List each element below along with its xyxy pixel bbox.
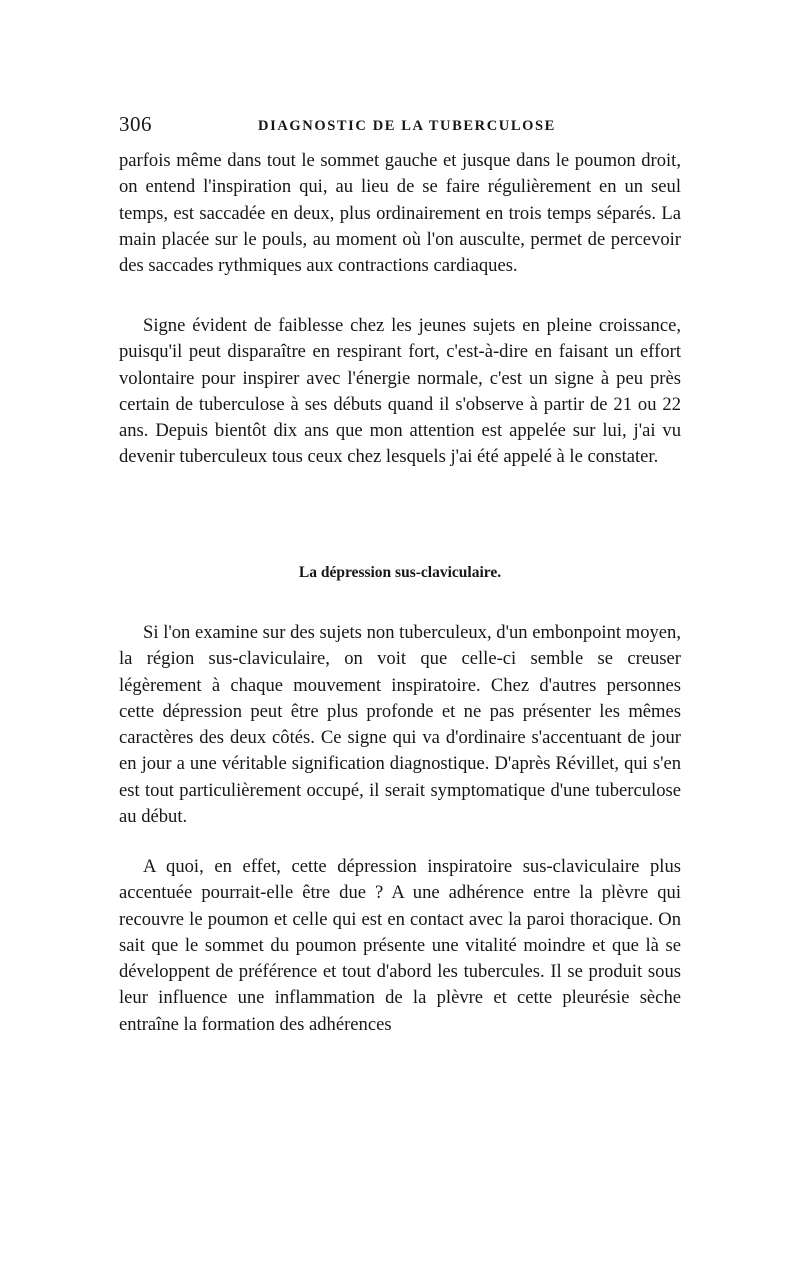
paragraph: A quoi, en effet, cette dépression inspiratoire sus-claviculaire plus accentuée pourrait-elle être due ? A une adhérence entre la plèvre qui recouvre le poumon et celle qui est en contact avec la paroi thoracique. On sait que le sommet du poumon présente une vitalité moindre et que là se développent de préférence et tout d'abord les tubercules. Il se produit sous leur influence une inflammation de la plèvre et cette pleurésie sèche entraîne la formation des adhérences xyxy=(119,856,681,1035)
text-block-examination xyxy=(119,620,681,830)
running-head xyxy=(119,112,681,142)
running-title: DIAGNOSTIC DE LA TUBERCULOSE xyxy=(258,118,556,134)
paragraph: Si l'on examine sur des sujets non tuberculeux, d'un embonpoint moyen, la région sus-claviculaire, on voit que celle-ci semble se creuser légèrement à chaque mouvement inspiratoire. Chez d'autres personnes cette dépression peut être plus profonde et ne pas présenter les mêmes caractères des deux côtés. Ce signe qui va d'ordinaire s'accentuant de jour en jour a une véritable signification diagnostique. D'après Révillet, qui s'en est tout particulièrement occupé, il serait symptomatique d'une tuberculose au début. xyxy=(119,622,681,827)
paragraph: Signe évident de faiblesse chez les jeunes sujets en pleine croissance, puisqu'il peut disparaître en respirant fort, c'est-à-dire en faisant un effort volontaire pour inspirer avec l'énergie normale, c'est un signe à peu près certain de tuberculose à ses débuts quand il s'observe à partir de 21 ou 22 ans. Depuis bientôt dix ans que mon attention est appelée sur lui, j'ai vu devenir tuberculeux tous ceux chez lesquels j'ai été appelé à le constater. xyxy=(119,315,681,468)
text-block-adhesion xyxy=(119,854,681,1038)
text-block-weakness-sign xyxy=(119,313,681,471)
section-heading: La dépression sus-claviculaire. xyxy=(298,564,502,581)
page-number: 306 xyxy=(119,112,152,136)
paragraph: parfois même dans tout le sommet gauche et jusque dans le poumon droit, on entend l'inspiration qui, au lieu de se faire régulièrement en un seul temps, est saccadée en deux, plus ordinairement en trois temps séparés. La main placée sur le pouls, au moment où l'on ausculte, permet de percevoir des saccades rythmiques aux contractions cardiaques. xyxy=(119,150,681,276)
text-block-continuation xyxy=(119,148,681,279)
